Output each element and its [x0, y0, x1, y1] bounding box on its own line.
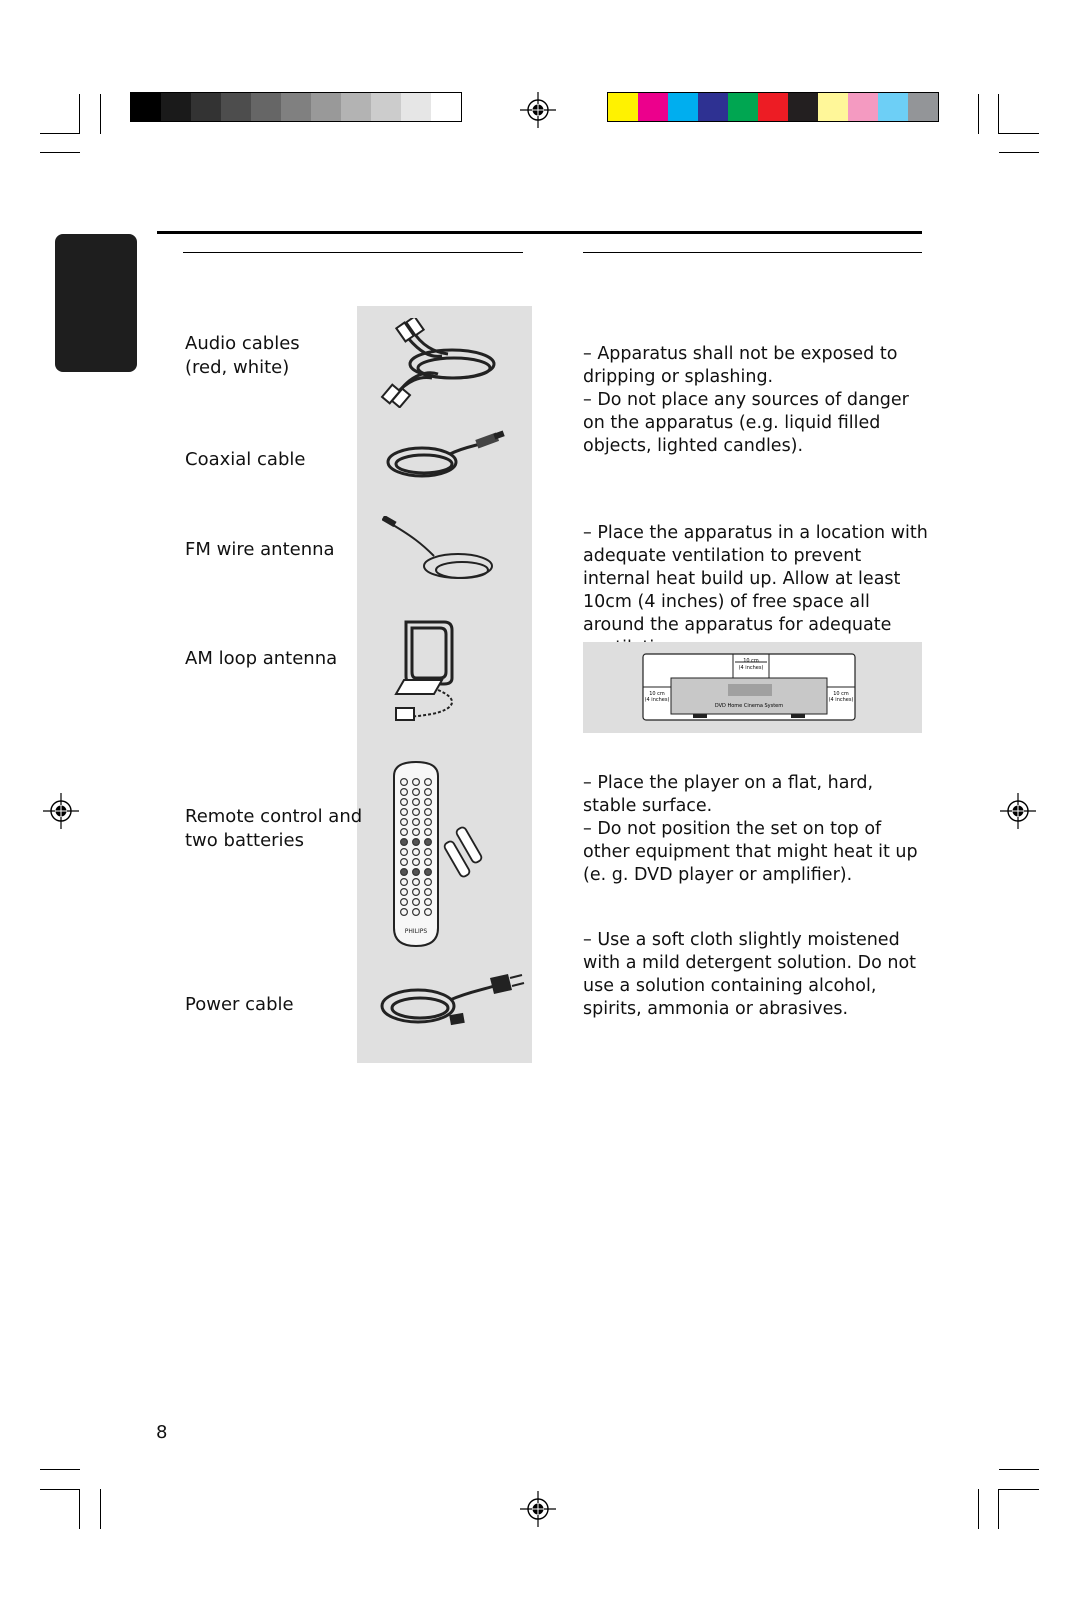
safety-paragraph-cleaning: – Use a soft cloth slightly moistened with a mild detergent solution. Do not use a solution containing alcohol, spirits, ammonia or abrasives. — [583, 930, 917, 1019]
accessory-label-am-antenna: AM loop antenna — [185, 648, 338, 669]
crop-mark — [79, 1489, 80, 1529]
crop-mark — [40, 133, 80, 134]
color-swatch — [758, 93, 788, 121]
registration-mark-icon — [520, 1491, 556, 1527]
crop-mark — [40, 1489, 80, 1490]
ventilation-diagram-panel — [583, 642, 922, 733]
color-swatch — [638, 93, 668, 121]
language-side-tab — [55, 234, 137, 372]
registration-mark-icon — [1000, 793, 1036, 829]
safety-paragraph-ventilation: – Place the apparatus in a location with adequate ventilation to prevent internal heat build up. Allow at least 10cm (4 inches) of free space all around the apparatus for adequate — [583, 523, 928, 635]
vent-right-label-2: (4 inches) — [828, 697, 854, 703]
registration-mark-icon — [43, 793, 79, 829]
color-swatch — [311, 93, 341, 121]
ventilation-diagram — [583, 642, 922, 733]
power-cable-icon — [376, 964, 526, 1034]
remote-button — [401, 839, 408, 846]
remote-button — [425, 869, 432, 876]
vent-device-label: DVD Home Cinema System — [714, 703, 784, 709]
registration-mark-icon — [520, 92, 556, 128]
remote-button — [413, 869, 420, 876]
color-swatch — [878, 93, 908, 121]
accessory-label-remote-control: Remote control and two batteries — [185, 806, 363, 851]
audio-cables-icon — [372, 318, 512, 408]
accessory-label-coaxial-cable: Coaxial cable — [185, 449, 306, 470]
color-swatch — [788, 93, 818, 121]
remote-control-icon — [388, 760, 498, 950]
color-swatch — [131, 93, 161, 121]
remote-button — [425, 839, 432, 846]
crop-mark — [79, 94, 80, 134]
remote-button — [413, 839, 420, 846]
color-swatch — [371, 93, 401, 121]
crop-mark — [978, 1489, 979, 1529]
right-column-rule — [583, 252, 922, 253]
coaxial-cable-icon — [382, 426, 512, 486]
color-swatch — [281, 93, 311, 121]
color-swatch — [341, 93, 371, 121]
crop-mark — [999, 152, 1039, 153]
color-swatch — [191, 93, 221, 121]
crop-mark — [40, 1469, 80, 1470]
grayscale-bar — [130, 92, 462, 122]
left-column-rule — [183, 252, 523, 253]
color-swatch — [668, 93, 698, 121]
color-swatch — [161, 93, 191, 121]
crop-mark — [999, 1469, 1039, 1470]
color-swatch — [698, 93, 728, 121]
crop-mark — [999, 1489, 1039, 1490]
am-loop-antenna-icon — [392, 614, 482, 728]
color-swatch — [251, 93, 281, 121]
crop-mark — [999, 133, 1039, 134]
safety-paragraph-water: – Apparatus shall not be exposed to dripping or splashing. – Do not place any sources of danger on the apparatus (e.g. liquid filled objects, lighted candles). — [583, 344, 909, 456]
vent-left-label-2: (4 inches) — [644, 697, 670, 703]
color-swatch — [908, 93, 938, 121]
vent-left-label: 10 cm — [649, 691, 665, 697]
process-color-bar — [607, 92, 939, 122]
vent-top-label: 10 cm — [743, 658, 759, 664]
accessory-label-fm-antenna: FM wire antenna — [185, 539, 335, 560]
remote-brand-label: PHILIPS — [404, 928, 428, 935]
crop-mark — [100, 1489, 101, 1529]
accessory-label-power-cable: Power cable — [185, 994, 294, 1015]
safety-paragraph-placement: – Place the player on a flat, hard, stable surface. – Do not position the set on top of other equipment that might heat it up (e. g. DVD player or amplifier). — [583, 773, 918, 885]
accessory-label-audio-cables: Audio cables (red, white) — [185, 333, 300, 378]
crop-mark — [998, 94, 999, 134]
crop-mark — [998, 1489, 999, 1529]
vent-top-label-2: (4 inches) — [738, 665, 764, 671]
remote-button — [401, 869, 408, 876]
color-swatch — [728, 93, 758, 121]
color-swatch — [401, 93, 431, 121]
header-rule — [157, 231, 922, 234]
color-swatch — [608, 93, 638, 121]
color-swatch — [848, 93, 878, 121]
color-swatch — [818, 93, 848, 121]
fm-antenna-icon — [382, 516, 502, 592]
page-number: 8 — [156, 1422, 168, 1443]
crop-mark — [100, 94, 101, 134]
vent-right-label: 10 cm — [833, 691, 849, 697]
color-swatch — [431, 93, 461, 121]
crop-mark — [978, 94, 979, 134]
crop-mark — [40, 152, 80, 153]
color-swatch — [221, 93, 251, 121]
